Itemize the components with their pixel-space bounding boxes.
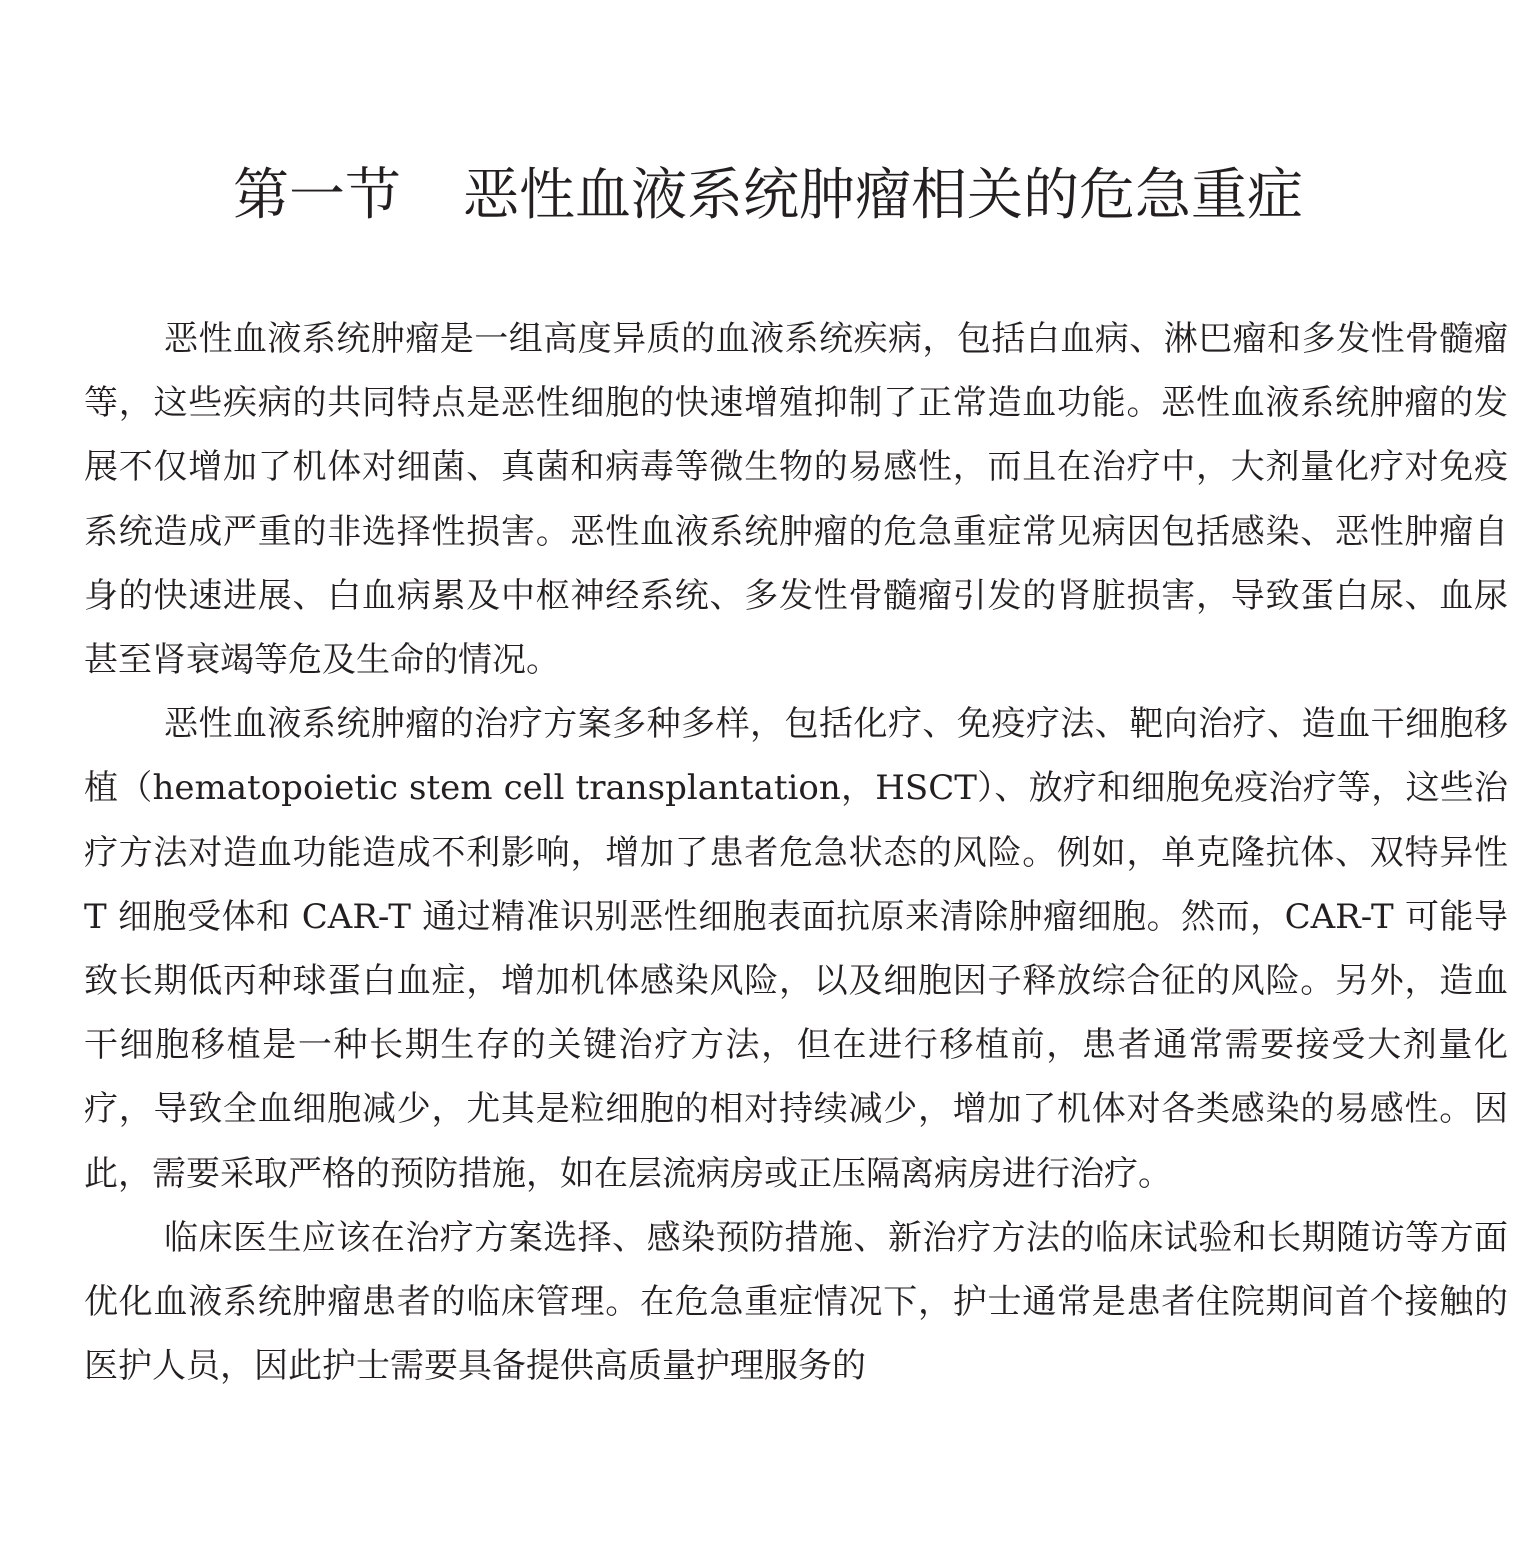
paragraph: 临床医生应该在治疗方案选择、感染预防措施、新治疗方法的临床试验和长期随访等方面优化血液系统肿瘤患者的临床管理。在危急重症情况下，护士通常是患者住院期间首个接触的医护人员，因此护士需要具备提供高质量护理服务的 (84, 1217, 1508, 1387)
section-heading (0, 156, 1536, 236)
section-number: 第一节 (233, 162, 401, 228)
paragraph: 恶性血液系统肿瘤的治疗方案多种多样，包括化疗、免疫疗法、靶向治疗、造血干细胞移植（hematopoietic stem cell transplantation，HSCT）、放疗和细胞免疫治疗等，这些治疗方法对造血功能造成不利影响，增加了患者危急状态的风险。例如，单克隆抗体、双特异性 T 细胞受体和 CAR-T 通过精准识别恶性细胞表面抗原来清除肿瘤细胞。然而，CAR-T 可能导致长期低丙种球蛋白血症，增加机体感染风险，以及细胞因子释放综合征的风险。另外，造血干细胞移植是一种长期生存的关键治疗方法，但在进行移植前，患者通常需要接受大剂量化疗，导致全血细胞减少，尤其是粒细胞的相对持续减少，增加了机体对各类感染的易感性。因此，需要采取严格的预防措施，如在层流病房或正压隔离病房进行治疗。 (84, 704, 1508, 1194)
paragraph: 恶性血液系统肿瘤是一组高度异质的血液系统疾病，包括白血病、淋巴瘤和多发性骨髓瘤等，这些疾病的共同特点是恶性细胞的快速增殖抑制了正常造血功能。恶性血液系统肿瘤的发展不仅增加了机体对细菌、真菌和病毒等微生物的易感性，而且在治疗中，大剂量化疗对免疫系统造成严重的非选择性损害。恶性血液系统肿瘤的危急重症常见病因包括感染、恶性肿瘤自身的快速进展、白血病累及中枢神经系统、多发性骨髓瘤引发的肾脏损害，导致蛋白尿、血尿甚至肾衰竭等危及生命的情况。 (84, 319, 1508, 681)
section-title: 恶性血液系统肿瘤相关的危急重症 (463, 162, 1303, 228)
body-text (84, 307, 1508, 1398)
